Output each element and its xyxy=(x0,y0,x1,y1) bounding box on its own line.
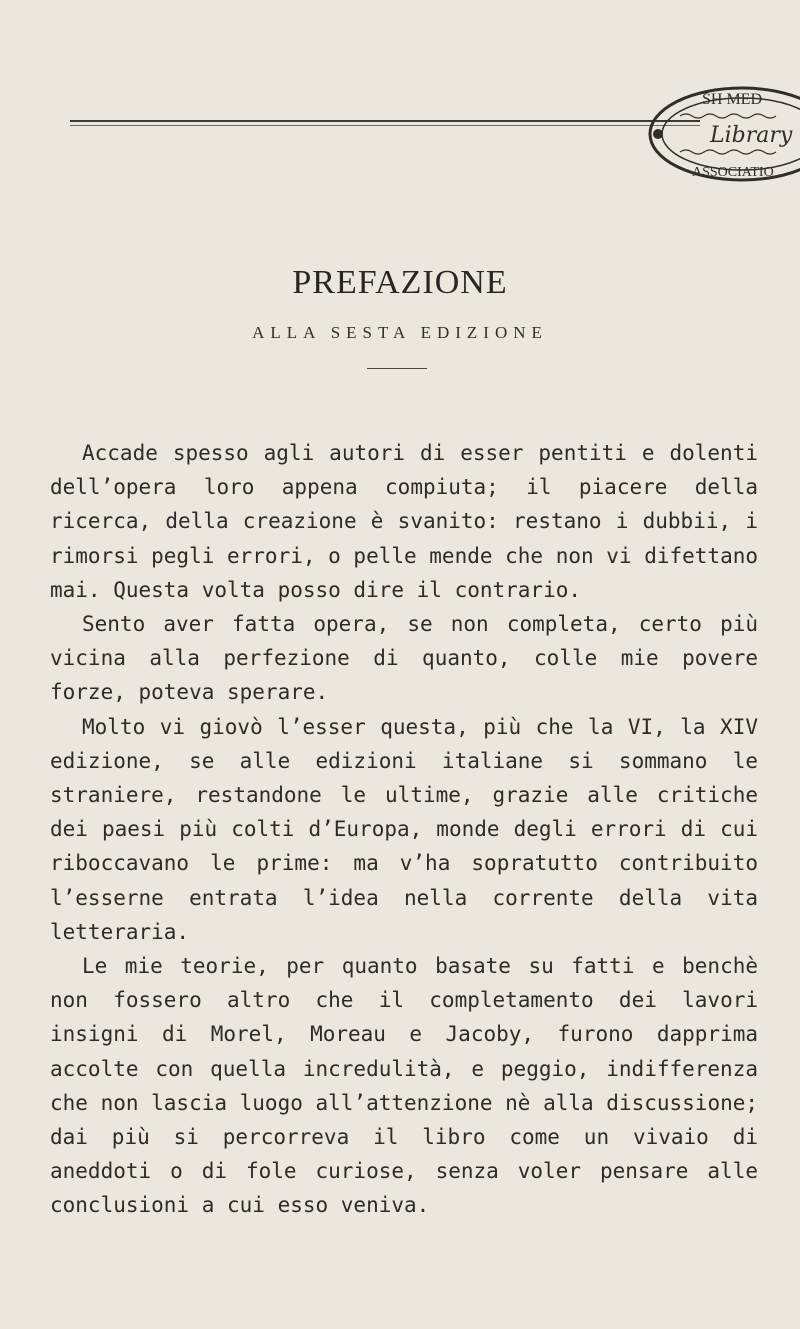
paragraph-4: Le mie teorie, per quanto basate su fatti e benchè non fossero altro che il completamento dei lavori insigni di Morel, Moreau e Jacoby, furono dapprima accolte con quella incredulità, e peggio, indifferenza che non lascia luogo all’attenzione nè alla discussione; dai più si percorreva il libro come un vivaio di aneddoti o di fole curiose, senza voler pensare alle conclusioni a cui esso veniva. xyxy=(50,954,759,1218)
library-stamp xyxy=(642,84,800,184)
paragraph-2: Sento aver fatta opera, se non completa, certo più vicina alla perfezione di quanto, colle mie povere forze, poteva sperare. xyxy=(50,612,758,705)
svg-text:SH MED: SH MED xyxy=(702,91,763,108)
page-title: PREFAZIONE xyxy=(292,264,508,301)
paragraph-1: Accade spesso agli autori di esser pentiti e dolenti dell’opera loro appena compiuta; il piacere della ricerca, della creazione è svanito: restano i dubbii, i rimorsi pegli errori, o pelle mende che non vi difettano mai. Questa volta posso dire il contrario. xyxy=(50,441,759,602)
svg-text:Library: Library xyxy=(710,123,793,148)
preface-text xyxy=(50,436,758,1223)
title-divider xyxy=(367,368,427,369)
svg-text:ASSOCIATIO: ASSOCIATIO xyxy=(692,165,774,180)
page-subtitle: ALLA SESTA EDIZIONE xyxy=(252,323,548,342)
paragraph-3: Molto vi giovò l’esser questa, più che la VI, la XIV edizione, se alle edizioni italiane si sommano le straniere, restandone le ultime, grazie alle critiche dei paesi più colti d’Europa, monde degli errori di cui riboccavano le prime: ma v’ha sopratutto contribuito l’esserne entrata l’idea nella corrente della vita letteraria. xyxy=(50,714,758,944)
top-rule-thin xyxy=(70,125,700,126)
top-rule xyxy=(70,120,700,122)
